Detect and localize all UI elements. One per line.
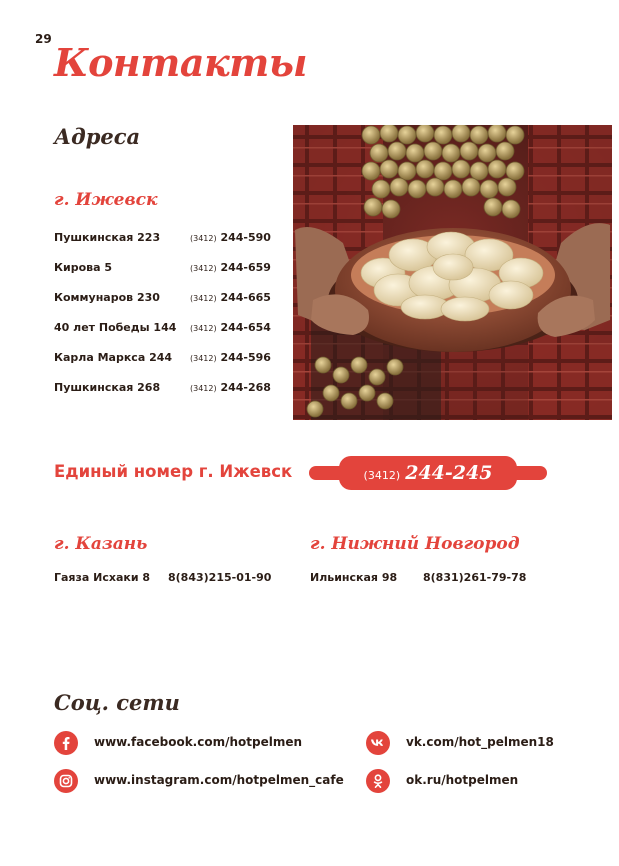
vk-icon (366, 731, 390, 755)
phone-number: 244-590 (220, 231, 271, 244)
phone-number: 244-665 (220, 291, 271, 304)
address-row (54, 381, 279, 411)
unified-phone-rolling-pin[interactable] (309, 453, 547, 493)
address-phone[interactable] (190, 381, 271, 394)
phone-number: 244-596 (220, 351, 271, 364)
address-street: 40 лет Победы 144 (54, 321, 177, 334)
phone-code: (3412) (190, 294, 217, 303)
nnovgorod-street: Ильинская 98 (310, 571, 398, 584)
social-heading: Соц. сети (54, 690, 180, 715)
city-nizhny-novgorod: г. Нижний Новгород (310, 534, 520, 554)
city-izhevsk: г. Ижевск (54, 190, 158, 210)
unified-phone (309, 462, 547, 484)
kazan-phone[interactable]: 8(843)215-01-90 (168, 571, 272, 584)
address-row (54, 291, 279, 321)
address-street: Кирова 5 (54, 261, 112, 274)
kazan-street: Гаяза Исхаки 8 (54, 571, 151, 584)
unified-phone-number: 244-245 (405, 462, 493, 484)
vk-link[interactable]: vk.com/hot_pelmen18 (406, 735, 554, 749)
phone-code: (3412) (190, 264, 217, 273)
odnoklassniki-link[interactable]: ok.ru/hotpelmen (406, 773, 519, 787)
address-street: Коммунаров 230 (54, 291, 160, 304)
address-phone[interactable] (190, 231, 271, 244)
address-row (54, 321, 279, 351)
phone-code: (3412) (190, 324, 217, 333)
unified-number-label: Единый номер г. Ижевск (54, 462, 293, 481)
address-phone[interactable] (190, 261, 271, 274)
address-row (54, 351, 279, 381)
phone-code: (3412) (190, 384, 217, 393)
odnoklassniki-icon (366, 769, 390, 793)
instagram-link[interactable]: www.instagram.com/hotpelmen_cafe (94, 773, 344, 787)
dumplings-photo (293, 125, 612, 420)
address-phone[interactable] (190, 321, 271, 334)
address-row (54, 231, 279, 261)
instagram-icon (54, 769, 78, 793)
addresses-heading: Адреса (54, 124, 141, 149)
phone-code: (3412) (190, 234, 217, 243)
phone-number: 244-659 (220, 261, 271, 274)
izhevsk-address-list (54, 231, 279, 411)
page-number: 29 (35, 32, 52, 46)
address-phone[interactable] (190, 351, 271, 364)
address-phone[interactable] (190, 291, 271, 304)
facebook-icon (54, 731, 78, 755)
phone-code: (3412) (190, 354, 217, 363)
phone-number: 244-654 (220, 321, 271, 334)
facebook-link[interactable]: www.facebook.com/hotpelmen (94, 735, 303, 749)
address-street: Пушкинская 268 (54, 381, 161, 394)
nnovgorod-phone[interactable]: 8(831)261-79-78 (423, 571, 527, 584)
address-street: Пушкинская 223 (54, 231, 161, 244)
address-street: Карла Маркса 244 (54, 351, 173, 364)
phone-number: 244-268 (220, 381, 271, 394)
unified-phone-code: (3412) (363, 469, 401, 482)
city-kazan: г. Казань (54, 534, 148, 554)
page-title: Контакты (54, 40, 308, 85)
address-row (54, 261, 279, 291)
